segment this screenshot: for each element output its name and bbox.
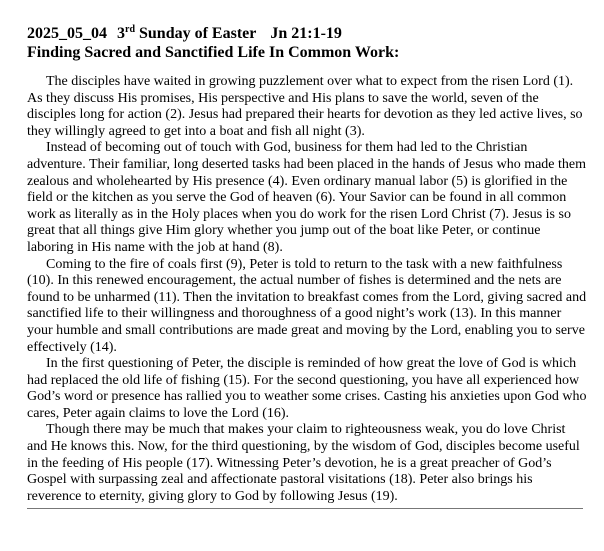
day-number: 3 (117, 25, 125, 42)
sermon-body (27, 74, 589, 505)
paragraph: The disciples have waited in growing puzzlement over what to expect from the risen Lord (1). As they discuss His promises, His perspective and His plans to save the world, seven of the disciples long for action (2). Jesus had prepared their hearts for devotion as they led active lives, so they willingly agreed to get into a boat and fish all night (3). (27, 74, 583, 139)
sermon-title: Finding Sacred and Sanctified Life In Common Work: (27, 44, 400, 61)
heading-line (27, 24, 587, 43)
paragraph: Though there may be much that makes your claim to righteousness weak, you do love Christ and He knows this. Now, for the third questioning, by the wisdom of God, disciples become useful in the feeding of His people (17). Witnessing Peter’s devotion, he is a great preacher of God’s Gospel with surpassing zeal and affectionate pastoral visitations (18). Peter also brings his reverence to eternity, giving glory to God by following Jesus (19). (27, 422, 580, 504)
paragraph: Instead of becoming out of touch with God, business for them had led to the Christian adventure. Their familiar, long deserted tasks had been placed in the hands of Jesus who made them zealous and wholehearted by His presence (4). Even ordinary manual labor (5) is glorified in the field or the kitchen as you serve the God of heaven (6). Your Savior can be found in all common work as literally as in the Holy places when you do work for the risen Lord Christ (7). Jesus is so great that all things give Him glory whether you jump out of the boat like Peter, or continue laboring in His name with the job at hand (8). (27, 140, 587, 255)
liturgical-day: Sunday of Easter (139, 25, 257, 42)
bottom-divider (27, 508, 583, 509)
date-label: 2025_05_04 (27, 25, 107, 42)
scripture-reference: Jn 21:1-19 (270, 25, 342, 42)
paragraph: In the first questioning of Peter, the disciple is reminded of how great the love of God is which had replaced the old life of fishing (15). For the second questioning, you have all experienced how God’s word or presence has rallied you to weather some crises. Casting his anxieties upon God who cares, Peter again claims to love the Lord (16). (27, 356, 587, 421)
day-suffix: rd (125, 24, 135, 35)
sermon-page (27, 24, 587, 505)
paragraph: Coming to the fire of coals first (9), Peter is told to return to the task with a new faithfulness (10). In this renewed encouragement, the actual number of fishes is determined and the nets are found to be unharmed (11). Then the invitation to breakfast comes from the Lord, giving sacred and sanctified life to their willingness and thoroughness of a good night’s work (13). In this manner your humble and small contributions are made great and moving by the Lord, enabling you to serve effectively (14). (27, 256, 587, 355)
